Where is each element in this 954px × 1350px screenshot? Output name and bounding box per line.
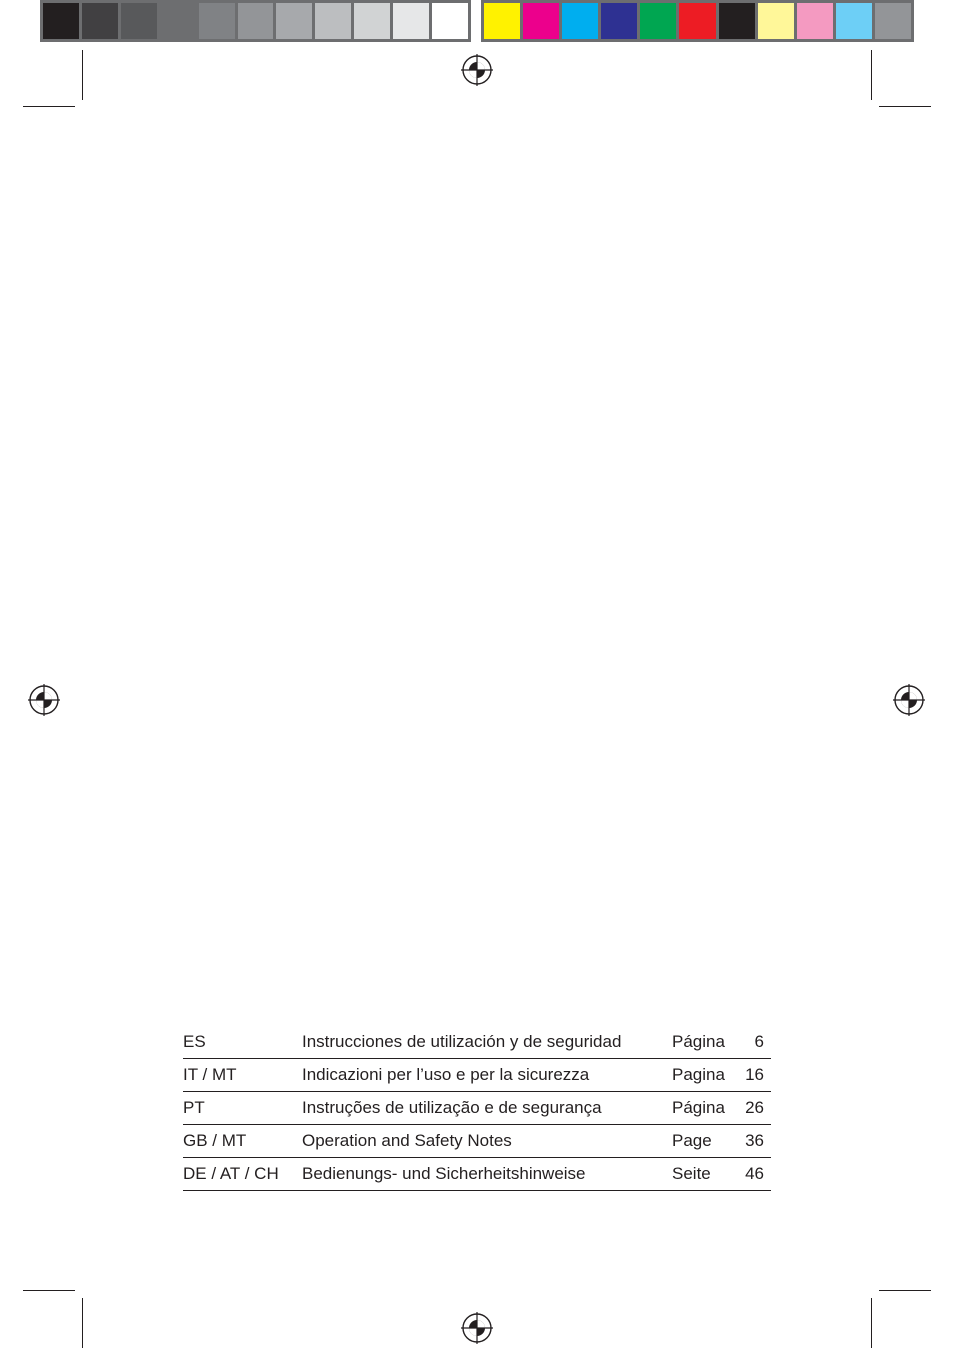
registration-mark-icon [461, 54, 493, 86]
color-swatch [719, 3, 755, 39]
table-row [183, 1125, 771, 1158]
page-label: Página [672, 1026, 734, 1059]
color-swatch [836, 3, 872, 39]
language-code: PT [183, 1092, 302, 1125]
crop-mark [82, 50, 83, 100]
gray-swatch [393, 3, 429, 39]
page-number: 26 [734, 1092, 771, 1125]
color-swatch [875, 3, 911, 39]
grayscale-color-bar [40, 0, 471, 42]
page-label: Página [672, 1092, 734, 1125]
table-row [183, 1158, 771, 1191]
color-swatch [758, 3, 794, 39]
language-code: DE / AT / CH [183, 1158, 302, 1191]
language-contents-table [183, 1026, 771, 1191]
section-title: Indicazioni per l’uso e per la sicurezza [302, 1059, 672, 1092]
section-title: Operation and Safety Notes [302, 1125, 672, 1158]
gray-swatch [43, 3, 79, 39]
crop-mark [879, 106, 931, 107]
section-title: Instrucciones de utilización y de seguridad [302, 1026, 672, 1059]
gray-swatch [82, 3, 118, 39]
gray-swatch [354, 3, 390, 39]
section-title: Bedienungs- und Sicherheitshinweise [302, 1158, 672, 1191]
gray-swatch [432, 3, 468, 39]
gray-swatch [315, 3, 351, 39]
table-row [183, 1092, 771, 1125]
crop-mark [879, 1290, 931, 1291]
table-row [183, 1026, 771, 1059]
crop-mark [871, 50, 872, 100]
registration-mark-icon [461, 1312, 493, 1344]
color-swatch [562, 3, 598, 39]
registration-mark-icon [28, 684, 60, 716]
page-label: Page [672, 1125, 734, 1158]
gray-swatch [160, 3, 196, 39]
crop-mark [82, 1298, 83, 1348]
gray-swatch [276, 3, 312, 39]
gray-swatch [121, 3, 157, 39]
registration-mark-icon [893, 684, 925, 716]
section-title: Instruções de utilização e de segurança [302, 1092, 672, 1125]
crop-mark [871, 1298, 872, 1348]
color-swatch [640, 3, 676, 39]
color-swatch [523, 3, 559, 39]
page-label: Pagina [672, 1059, 734, 1092]
page-number: 46 [734, 1158, 771, 1191]
language-code: GB / MT [183, 1125, 302, 1158]
table-row [183, 1059, 771, 1092]
crop-mark [23, 1290, 75, 1291]
process-color-bar [481, 0, 914, 42]
gray-swatch [238, 3, 274, 39]
color-swatch [679, 3, 715, 39]
color-swatch [484, 3, 520, 39]
language-code: ES [183, 1026, 302, 1059]
page-number: 16 [734, 1059, 771, 1092]
page-number: 36 [734, 1125, 771, 1158]
color-swatch [601, 3, 637, 39]
page-label: Seite [672, 1158, 734, 1191]
gray-swatch [199, 3, 235, 39]
page-number: 6 [734, 1026, 771, 1059]
crop-mark [23, 106, 75, 107]
color-swatch [797, 3, 833, 39]
language-code: IT / MT [183, 1059, 302, 1092]
